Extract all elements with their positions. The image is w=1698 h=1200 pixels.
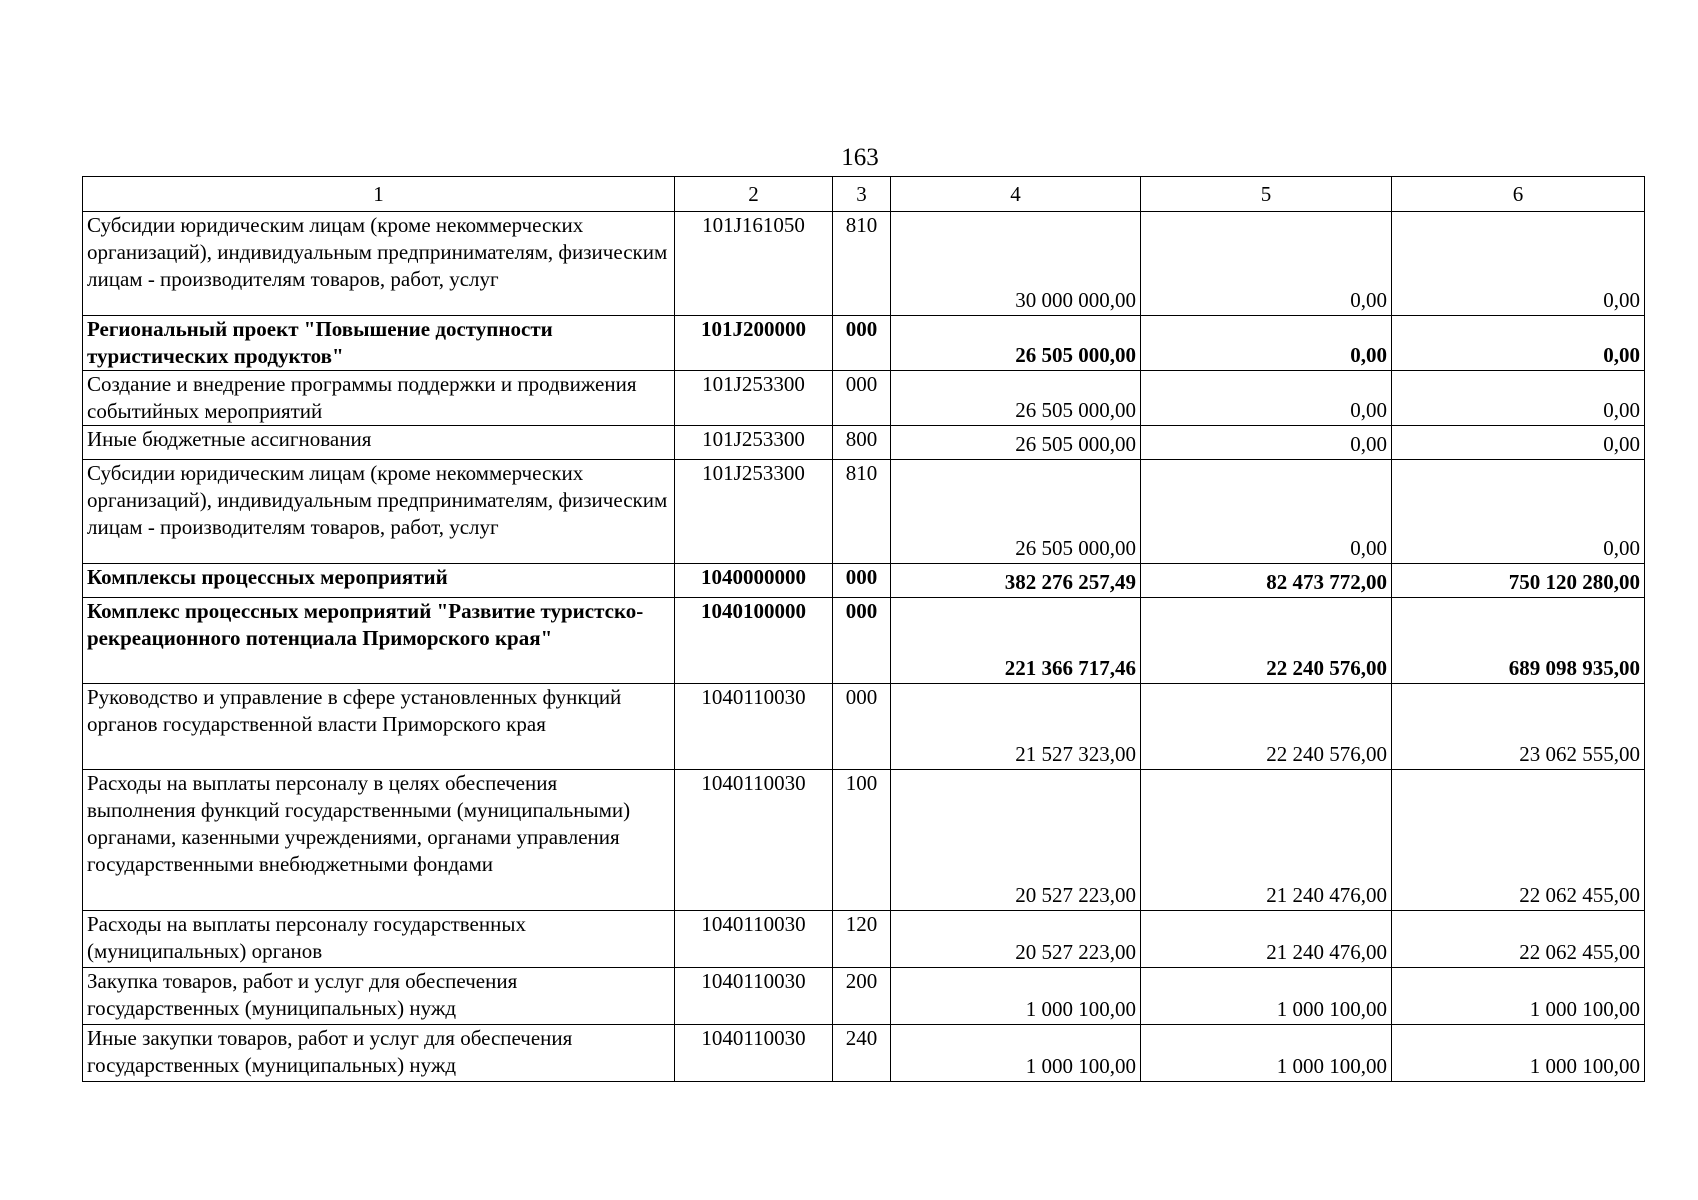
row-value-6: 0,00 (1392, 426, 1645, 460)
budget-table (82, 176, 1645, 1082)
row-value-6: 22 062 455,00 (1392, 911, 1645, 968)
row-value-6: 0,00 (1392, 316, 1645, 371)
table-row (83, 598, 1645, 684)
row-value-4: 20 527 223,00 (891, 770, 1141, 911)
table-row (83, 426, 1645, 460)
row-code: 101J253300 (675, 460, 833, 564)
row-value-5: 82 473 772,00 (1141, 564, 1392, 598)
row-value-5: 21 240 476,00 (1141, 770, 1392, 911)
row-kind: 810 (833, 460, 891, 564)
row-value-6: 1 000 100,00 (1392, 968, 1645, 1025)
row-kind: 120 (833, 911, 891, 968)
row-value-4: 26 505 000,00 (891, 460, 1141, 564)
row-code: 101J253300 (675, 426, 833, 460)
column-number-2: 2 (675, 177, 833, 212)
column-number-6: 6 (1392, 177, 1645, 212)
row-value-4: 20 527 223,00 (891, 911, 1141, 968)
row-value-6: 0,00 (1392, 460, 1645, 564)
row-value-6: 750 120 280,00 (1392, 564, 1645, 598)
row-name: Иные закупки товаров, работ и услуг для обеспечения государственных (муниципальных) нужд (83, 1025, 675, 1082)
table-row (83, 684, 1645, 770)
row-kind: 810 (833, 212, 891, 316)
row-value-5: 22 240 576,00 (1141, 598, 1392, 684)
row-kind: 100 (833, 770, 891, 911)
row-kind: 000 (833, 316, 891, 371)
row-name: Субсидии юридическим лицам (кроме некоммерческих организаций), индивидуальным предпринимателям, физическим лицам - производителям товаров, работ, услуг (83, 212, 675, 316)
row-value-5: 1 000 100,00 (1141, 968, 1392, 1025)
row-value-6: 23 062 555,00 (1392, 684, 1645, 770)
row-value-5: 1 000 100,00 (1141, 1025, 1392, 1082)
row-name: Закупка товаров, работ и услуг для обеспечения государственных (муниципальных) нужд (83, 968, 675, 1025)
row-code: 101J161050 (675, 212, 833, 316)
row-value-5: 0,00 (1141, 316, 1392, 371)
row-value-5: 0,00 (1141, 460, 1392, 564)
row-value-6: 22 062 455,00 (1392, 770, 1645, 911)
row-value-6: 0,00 (1392, 212, 1645, 316)
row-code: 1040110030 (675, 968, 833, 1025)
row-name: Субсидии юридическим лицам (кроме некоммерческих организаций), индивидуальным предпринимателям, физическим лицам - производителям товаров, работ, услуг (83, 460, 675, 564)
row-value-4: 1 000 100,00 (891, 1025, 1141, 1082)
row-value-5: 0,00 (1141, 212, 1392, 316)
row-value-5: 0,00 (1141, 426, 1392, 460)
table-row (83, 911, 1645, 968)
row-value-4: 26 505 000,00 (891, 426, 1141, 460)
page-number: 163 (841, 144, 879, 171)
column-number-1: 1 (83, 177, 675, 212)
column-number-row (83, 177, 1645, 212)
row-name: Иные бюджетные ассигнования (83, 426, 675, 460)
column-number-3: 3 (833, 177, 891, 212)
row-name: Создание и внедрение программы поддержки и продвижения событийных мероприятий (83, 371, 675, 426)
row-kind: 800 (833, 426, 891, 460)
row-name: Расходы на выплаты персоналу в целях обеспечения выполнения функций государственными (муниципальными) органами, казенными учреждениями, органами управления государственными внебюджетными фондами (83, 770, 675, 911)
row-value-5: 22 240 576,00 (1141, 684, 1392, 770)
row-name: Комплексы процессных мероприятий (83, 564, 675, 598)
row-kind: 000 (833, 564, 891, 598)
row-value-4: 221 366 717,46 (891, 598, 1141, 684)
row-value-4: 26 505 000,00 (891, 316, 1141, 371)
row-value-5: 21 240 476,00 (1141, 911, 1392, 968)
row-name: Расходы на выплаты персоналу государственных (муниципальных) органов (83, 911, 675, 968)
row-name: Комплекс процессных мероприятий "Развитие туристско-рекреационного потенциала Приморского края" (83, 598, 675, 684)
row-value-6: 0,00 (1392, 371, 1645, 426)
row-value-6: 1 000 100,00 (1392, 1025, 1645, 1082)
column-number-5: 5 (1141, 177, 1392, 212)
column-number-4: 4 (891, 177, 1141, 212)
row-value-4: 30 000 000,00 (891, 212, 1141, 316)
row-kind: 200 (833, 968, 891, 1025)
row-kind: 240 (833, 1025, 891, 1082)
row-code: 101J253300 (675, 371, 833, 426)
row-code: 1040000000 (675, 564, 833, 598)
row-value-4: 26 505 000,00 (891, 371, 1141, 426)
table-row (83, 1025, 1645, 1082)
table-row (83, 770, 1645, 911)
row-kind: 000 (833, 598, 891, 684)
row-value-4: 1 000 100,00 (891, 968, 1141, 1025)
table-row (83, 460, 1645, 564)
row-value-5: 0,00 (1141, 371, 1392, 426)
row-name: Региональный проект "Повышение доступности туристических продуктов" (83, 316, 675, 371)
table-row (83, 968, 1645, 1025)
row-name: Руководство и управление в сфере установленных функций органов государственной власти Приморского края (83, 684, 675, 770)
row-value-6: 689 098 935,00 (1392, 598, 1645, 684)
row-kind: 000 (833, 371, 891, 426)
row-code: 1040110030 (675, 770, 833, 911)
row-value-4: 21 527 323,00 (891, 684, 1141, 770)
row-code: 1040100000 (675, 598, 833, 684)
table-row (83, 316, 1645, 371)
row-code: 1040110030 (675, 1025, 833, 1082)
row-code: 1040110030 (675, 911, 833, 968)
table-row (83, 564, 1645, 598)
table-row (83, 212, 1645, 316)
row-code: 1040110030 (675, 684, 833, 770)
table-row (83, 371, 1645, 426)
row-kind: 000 (833, 684, 891, 770)
row-value-4: 382 276 257,49 (891, 564, 1141, 598)
row-code: 101J200000 (675, 316, 833, 371)
